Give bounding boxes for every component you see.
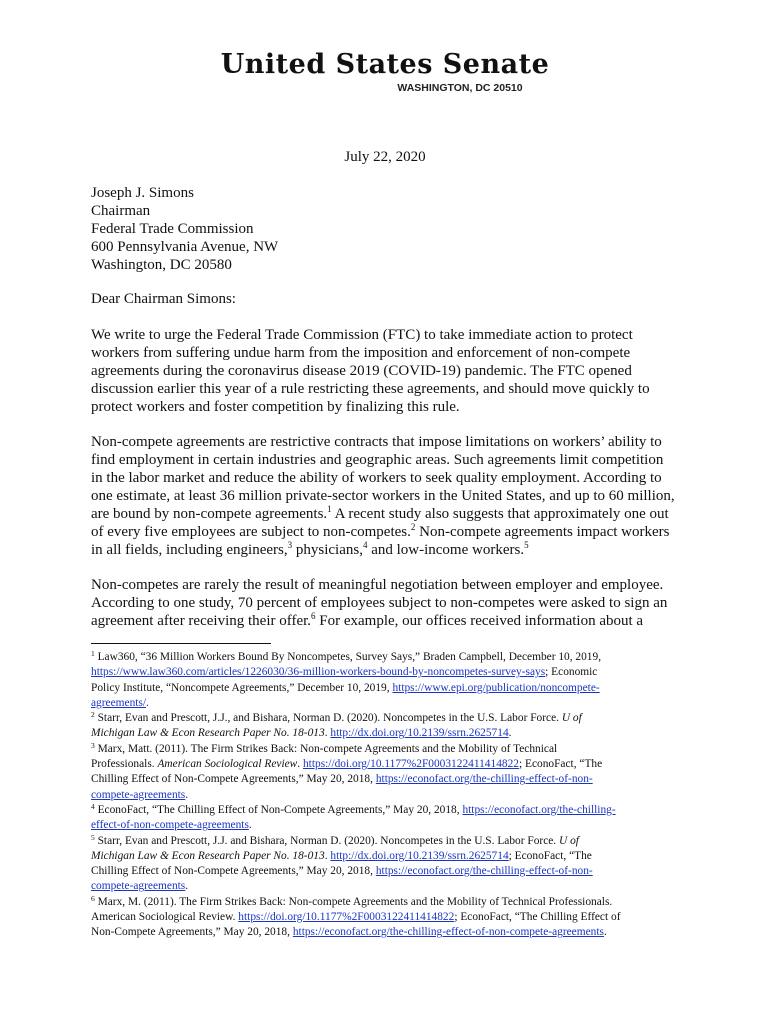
footnote-text: ; EconoFact, “The xyxy=(508,849,592,862)
footnote-number: 3 xyxy=(91,740,95,750)
footnote-text: Non-Compete Agreements,” May 20, 2018, xyxy=(91,926,293,939)
senate-title: United States Senate xyxy=(220,49,550,80)
footnote-text: . xyxy=(297,758,303,771)
footnote-ref-3[interactable]: 3 xyxy=(287,540,293,550)
paragraph-line: one estimate, at least 36 million private-sector workers in the United States, and up to 60 million, xyxy=(91,488,675,504)
paragraph-3 xyxy=(91,576,681,630)
footnote-ref-5[interactable]: 5 xyxy=(524,540,529,550)
paragraph-line xyxy=(91,612,681,630)
footnote-link[interactable]: https://doi.org/10.1177%2F0003122411414822 xyxy=(302,758,519,771)
footnote-text: . xyxy=(324,727,331,740)
letter-date: July 22, 2020 xyxy=(344,149,426,165)
recipient-address xyxy=(91,184,681,274)
footnote-link[interactable]: https://www.law360.com/articles/1226030/36-million-workers-bound-by-noncompetes-survey-says xyxy=(91,666,546,679)
footnote-4 xyxy=(91,803,691,834)
footnote-text: ; EconoFact, “The xyxy=(518,758,603,771)
salutation: Dear Chairman Simons: xyxy=(91,291,236,307)
footnote-link[interactable]: http://dx.doi.org/10.2139/ssrn.2625714 xyxy=(330,849,509,862)
footnote-text: Policy Institute, “Noncompete Agreements,” December 10, 2019, xyxy=(91,681,393,694)
footnote-text: Marx, Matt. (2011). The Firm Strikes Back: Non-compete Agreements and the Mobility of Technical xyxy=(94,742,558,755)
paragraph-line: According to one study, 70 percent of employees subject to non-competes were asked to sign an xyxy=(91,595,668,611)
footnote-link[interactable]: https://econofact.org/the-chilling-effect-of-non-compete-agreements xyxy=(292,926,604,939)
footnote-text: Marx, M. (2011). The Firm Strikes Back: Non-compete Agreements and the Mobility of Technical Professionals. xyxy=(94,895,613,908)
paragraph-line: agreements during the coronavirus disease 2019 (COVID-19) pandemic. The FTC opened xyxy=(91,363,632,379)
text-run: A recent study also suggests that approximately one out xyxy=(331,506,669,522)
footnote-link[interactable]: compete-agreements xyxy=(91,880,186,893)
paragraph-line: discussion earlier this year of a rule restricting these agreements, and should move quickly to xyxy=(91,381,650,397)
footnote-italic: U of xyxy=(561,712,582,725)
footnote-text: ; Economic xyxy=(545,666,598,679)
recipient-street: 600 Pennsylvania Avenue, NW xyxy=(91,239,279,255)
footnote-italic: American Sociological Review xyxy=(157,758,298,771)
footnote-text: . xyxy=(248,819,252,832)
footnote-3 xyxy=(91,742,691,803)
footnote-ref-4[interactable]: 4 xyxy=(362,540,368,550)
footnote-text: Chilling Effect of Non-Compete Agreements,” May 20, 2018, xyxy=(91,865,376,878)
footnote-ref-2[interactable]: 2 xyxy=(410,522,416,532)
text-run: are bound by non-compete agreements. xyxy=(91,506,328,522)
paragraph-1 xyxy=(91,326,681,416)
footnote-6 xyxy=(91,895,691,941)
recipient-name: Joseph J. Simons xyxy=(91,185,194,201)
footnote-text: ; EconoFact, “The Chilling Effect of xyxy=(454,911,621,924)
text-run: of every five employees are subject to non-competes. xyxy=(91,524,411,540)
footnote-text: Starr, Evan and Prescott, J.J., and Bishara, Norman D. (2020). Noncompetes in the U.S. Labor Force. xyxy=(94,712,562,725)
paragraph-line xyxy=(91,505,681,523)
paragraph-line xyxy=(91,541,681,559)
footnote-1 xyxy=(91,650,691,711)
footnote-text: . xyxy=(185,788,189,801)
footnote-link[interactable]: https://doi.org/10.1177%2F0003122411414822 xyxy=(238,911,455,924)
footnote-number: 1 xyxy=(91,649,95,658)
footnote-text: EconoFact, “The Chilling Effect of Non-Compete Agreements,” May 20, 2018, xyxy=(94,803,463,816)
footnote-text: . xyxy=(185,880,189,893)
footnote-2 xyxy=(91,711,691,742)
paragraph-2 xyxy=(91,433,681,559)
footnote-divider xyxy=(91,643,271,644)
paragraph-line: protect workers and foster competition by finalizing this rule. xyxy=(91,399,460,415)
recipient-title: Chairman xyxy=(91,203,151,219)
footnote-link[interactable]: https://econofact.org/the-chilling- xyxy=(462,803,616,816)
text-run: For example, our offices received information about a xyxy=(315,613,644,629)
footnote-text: . xyxy=(603,926,607,939)
footnote-italic: U of xyxy=(559,834,579,847)
senate-city: WASHINGTON, DC 20510 xyxy=(397,82,523,94)
footnote-link[interactable]: compete-agreements xyxy=(91,788,186,801)
footnote-link[interactable]: agreements/ xyxy=(91,696,147,709)
footnote-number: 5 xyxy=(91,832,95,842)
text-run: agreement after receiving their offer. xyxy=(91,613,312,629)
footnote-italic: Michigan Law & Econ Research Paper No. 18-013 xyxy=(91,849,325,862)
text-run: and low-income workers. xyxy=(367,542,525,558)
paragraph-line: in the labor market and reduce the ability of workers to seek quality employment. According to xyxy=(91,470,662,486)
footnote-link[interactable]: https://econofact.org/the-chilling-effect-of-non- xyxy=(375,865,593,878)
footnote-number: 6 xyxy=(91,893,95,903)
recipient-org: Federal Trade Commission xyxy=(91,221,254,237)
letterhead xyxy=(0,50,770,94)
footnote-text: Starr, Evan and Prescott, J.J. and Bishara, Norman D. (2020). Noncompetes in the U.S. Labor Force. xyxy=(94,834,559,847)
paragraph-line: Non-compete agreements are restrictive contracts that impose limitations on workers’ ability to xyxy=(91,434,662,450)
footnote-text: Chilling Effect of Non-Compete Agreements,” May 20, 2018, xyxy=(91,773,376,786)
footnote-link[interactable]: effect-of-non-compete-agreements xyxy=(91,819,249,832)
footnote-text: . xyxy=(146,696,149,709)
recipient-city: Washington, DC 20580 xyxy=(91,257,232,273)
footnote-text: Law360, “36 Million Workers Bound By Noncompetes, Survey Says,” Braden Campbell, December 10, 2019, xyxy=(94,651,602,663)
footnote-text: . xyxy=(324,849,331,862)
footnote-number: 2 xyxy=(91,710,95,720)
paragraph-line: workers from suffering undue harm from the imposition and enforcement of non-compete xyxy=(91,345,631,361)
footnote-link[interactable]: http://dx.doi.org/10.2139/ssrn.2625714 xyxy=(330,727,509,740)
paragraph-line: We write to urge the Federal Trade Commission (FTC) to take immediate action to protect xyxy=(91,327,633,343)
footnote-text: Professionals. xyxy=(91,758,158,771)
footnote-text: American Sociological Review. xyxy=(91,911,239,924)
footnotes xyxy=(91,650,691,941)
footnote-link[interactable]: https://www.epi.org/publication/noncompete- xyxy=(392,681,600,694)
footnote-text: . xyxy=(508,727,512,740)
footnote-ref-1[interactable]: 1 xyxy=(327,504,332,514)
paragraph-line: Non-competes are rarely the result of meaningful negotiation between employer and employee. xyxy=(91,577,664,593)
text-run: physicians, xyxy=(292,542,363,558)
footnote-5 xyxy=(91,834,691,895)
footnote-italic: Michigan Law & Econ Research Paper No. 18-013 xyxy=(91,727,325,740)
footnote-ref-6[interactable]: 6 xyxy=(311,611,316,621)
text-run: Non-compete agreements impact workers xyxy=(415,524,670,540)
paragraph-line xyxy=(91,523,681,541)
footnote-link[interactable]: https://econofact.org/the-chilling-effect-of-non- xyxy=(375,773,593,786)
text-run: in all fields, including engineers, xyxy=(91,542,288,558)
footnote-number: 4 xyxy=(91,801,95,811)
paragraph-line: find employment in certain industries and geographic areas. Such agreements limit competition xyxy=(91,452,664,468)
